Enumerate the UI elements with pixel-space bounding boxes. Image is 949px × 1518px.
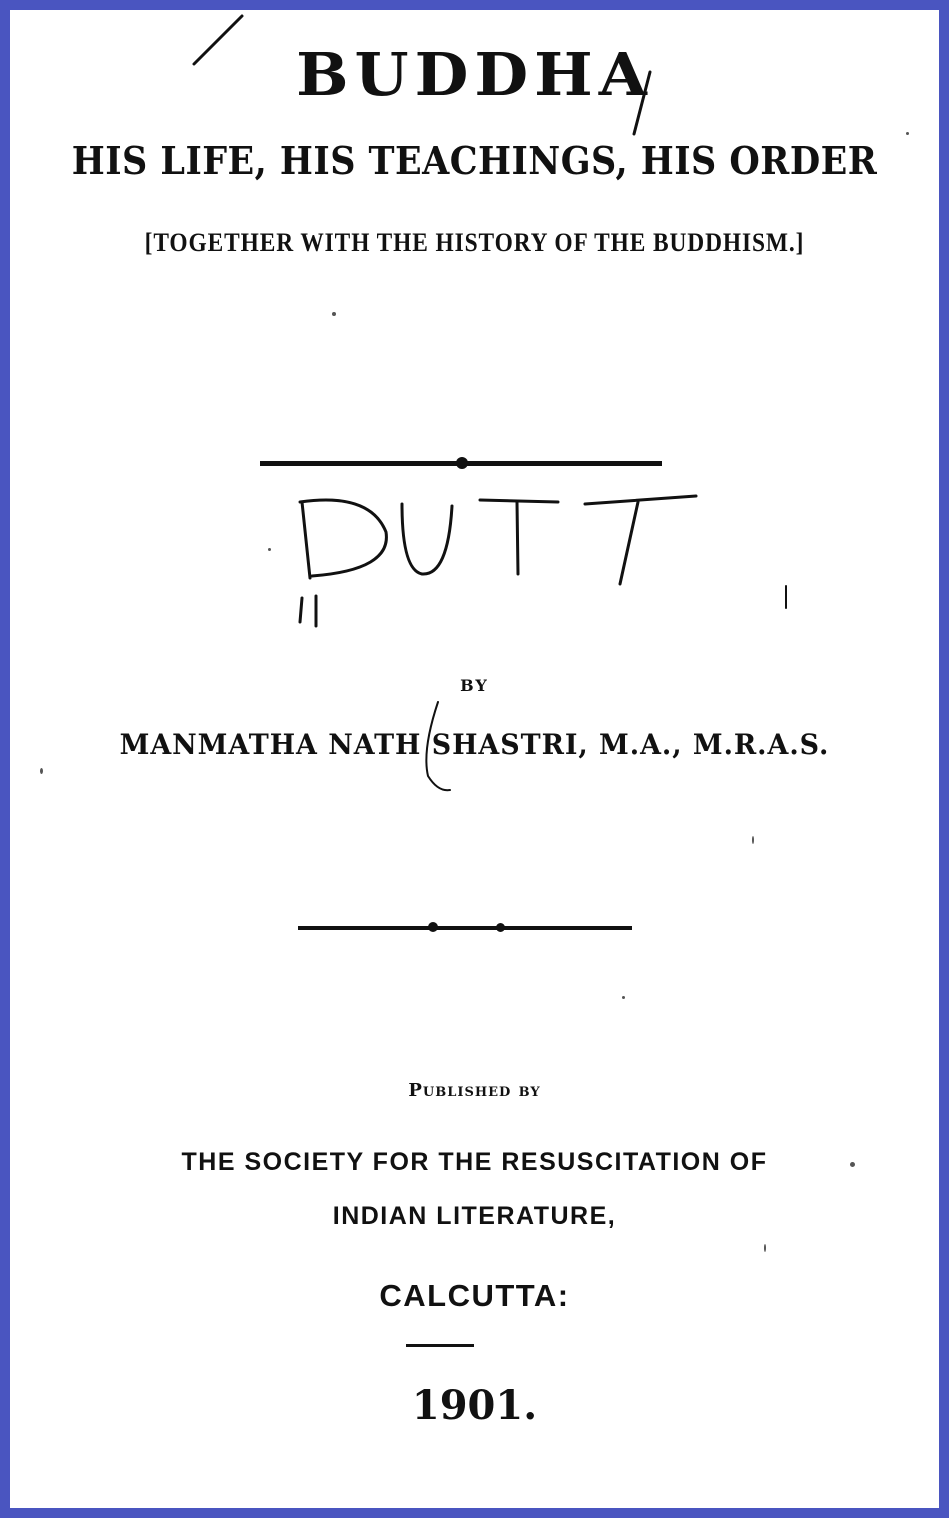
scan-speck [850,1162,855,1167]
scan-speck [40,768,43,774]
scan-speck [332,312,336,316]
book-subnote: [TOGETHER WITH THE HISTORY OF THE BUDDHISM.] [144,228,805,257]
rule-ornament-dot [496,923,505,932]
scan-speck [268,548,271,551]
publisher-line-2: INDIAN LITERATURE, [332,1202,617,1230]
scan-speck [752,836,754,844]
by-label: BY [460,676,489,695]
book-title: BUDDHA [296,39,653,110]
publication-city: CALCUTTA: [379,1278,570,1313]
short-rule [406,1344,474,1347]
published-by-label: Published by [408,1080,541,1101]
author-name: MANMATHA NATH SHASTRI, M.A., M.R.A.S. [119,728,830,761]
ornamental-rule-bottom [298,926,632,930]
scan-speck [906,132,909,135]
book-subtitle: HIS LIFE, HIS TEACHINGS, HIS ORDER [71,138,878,183]
title-page [10,10,939,1508]
scan-speck [622,996,625,999]
rule-ornament-dot [428,922,438,932]
scan-speck [764,1244,766,1252]
publication-year: 1901. [411,1382,538,1429]
publisher-line-1: THE SOCIETY FOR THE RESUSCITATION OF [181,1148,768,1176]
